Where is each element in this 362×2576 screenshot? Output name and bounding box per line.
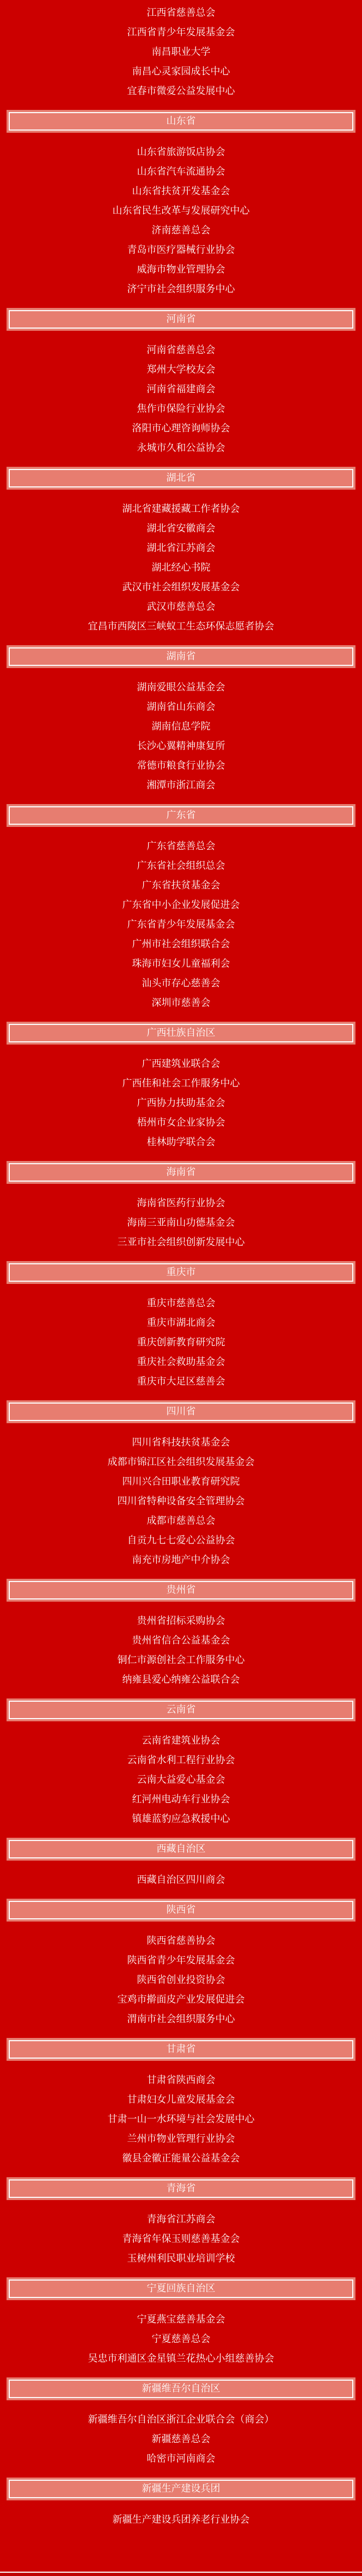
org-item: 重庆市湖北商会	[146, 1317, 216, 1329]
org-item: 重庆市大足区慈善会	[137, 1376, 225, 1387]
org-item: 南昌职业大学	[151, 46, 211, 58]
org-item: 山东省旅游饭店协会	[137, 146, 225, 158]
section-header	[7, 2377, 355, 2400]
section-header	[7, 804, 355, 827]
org-item: 焦作市保险行业协会	[137, 403, 225, 415]
org-item: 河南省福建商会	[146, 384, 216, 395]
section-header	[7, 1899, 355, 1922]
org-item: 成都市锦江区社会组织发展基金会	[107, 1456, 255, 1468]
org-item: 湖南爱眼公益基金会	[137, 682, 225, 693]
org-item: 重庆社会救助基金会	[137, 1356, 225, 1368]
org-item: 宜昌市西陵区三峡蚁工生态环保志愿者协会	[88, 621, 274, 632]
org-item: 兰州市物业管理行业协会	[127, 2133, 235, 2145]
org-item: 玉树州利民职业培训学校	[127, 2253, 235, 2264]
section-header	[7, 110, 355, 133]
org-item: 宁夏慈善总会	[151, 2333, 211, 2345]
org-item: 新疆生产建设兵团养老行业协会	[112, 2514, 250, 2525]
section-header-label: 甘肃省	[9, 2040, 353, 2059]
org-item: 广州市社会组织联合会	[132, 938, 230, 950]
section-header	[7, 308, 355, 331]
org-item: 深圳市慈善会	[151, 997, 211, 1009]
org-item: 海南三亚南山功德基金会	[127, 1217, 235, 1228]
section-header-label: 四川省	[9, 1403, 353, 1421]
section-header-label: 青海省	[9, 2179, 353, 2198]
org-item: 济南慈善总会	[151, 225, 211, 236]
section-header	[7, 2038, 355, 2061]
org-item: 威海市物业管理协会	[137, 264, 225, 275]
org-item: 哈密市河南商会	[146, 2453, 216, 2464]
org-item: 常德市粮食行业协会	[137, 760, 225, 771]
section-header	[7, 2277, 355, 2300]
org-item: 南充市房地产中介协会	[132, 1554, 230, 1566]
org-item: 纳雍县爱心纳雍公益联合会	[122, 1674, 240, 1685]
section-header-label: 云南省	[9, 1701, 353, 1719]
org-item: 陕西省创业投资协会	[137, 1974, 225, 1986]
org-item: 宝鸡市擀面皮产业发展促进会	[117, 1994, 245, 2005]
org-item: 镇雄蓝豹应急救援中心	[132, 1813, 230, 1825]
section-header	[7, 1400, 355, 1423]
org-item: 四川省科技扶贫基金会	[132, 1437, 230, 1448]
section-header	[7, 2478, 355, 2500]
org-item: 徽县金徽正能量公益基金会	[122, 2153, 240, 2164]
org-item: 青海省年保玉则慈善基金会	[122, 2233, 240, 2245]
org-item: 武汉市慈善总会	[146, 601, 216, 613]
org-item: 贵州省招标采购协会	[137, 1615, 225, 1627]
org-item: 广东省中小企业发展促进会	[122, 899, 240, 911]
org-item: 广西佳和社会工作服务中心	[122, 1078, 240, 1089]
org-item: 武汉市社会组织发展基金会	[122, 582, 240, 593]
section-header	[7, 2177, 355, 2200]
org-item: 贵州省信合公益基金会	[132, 1635, 230, 1646]
org-item: 桂林助学联合会	[146, 1136, 216, 1148]
section-header-label: 陕西省	[9, 1901, 353, 1919]
org-item: 铜仁市源创社会工作服务中心	[117, 1654, 245, 1666]
org-item: 湖北经心书院	[151, 562, 211, 573]
org-item: 洛阳市心理咨询师协会	[132, 423, 230, 434]
org-item: 河南省慈善总会	[146, 344, 216, 356]
section-header-label: 宁夏回族自治区	[9, 2280, 353, 2298]
org-item: 江西省慈善总会	[146, 7, 216, 18]
section-header-label: 新疆生产建设兵团	[9, 2480, 353, 2498]
section-header-label: 广东省	[9, 806, 353, 825]
org-item: 红河州电动车行业协会	[132, 1794, 230, 1805]
section-header	[7, 1579, 355, 1602]
org-item: 西藏自治区四川商会	[137, 1874, 225, 1886]
org-item: 云南省水利工程行业协会	[127, 1755, 235, 1766]
section-header-label: 重庆市	[9, 1263, 353, 1282]
section-header-label: 海南省	[9, 1163, 353, 1182]
org-item: 山东省扶贫开发基金会	[132, 186, 230, 197]
section-header-label: 湖北省	[9, 469, 353, 487]
org-item: 长沙心翼精神康复所	[137, 740, 225, 752]
org-item: 吴忠市利通区金星镇兰花热心小组慈善协会	[88, 2353, 274, 2364]
section-header-label: 西藏自治区	[9, 1840, 353, 1858]
org-item: 海南省医药行业协会	[137, 1197, 225, 1209]
section-header-label: 河南省	[9, 310, 353, 329]
org-item: 湖北省建藏援藏工作者协会	[122, 503, 240, 515]
org-item: 珠海市妇女儿童福利会	[132, 958, 230, 969]
section-header	[7, 1161, 355, 1184]
org-item: 青海省江苏商会	[146, 2214, 216, 2225]
section-header	[7, 645, 355, 668]
org-item: 渭南市社会组织服务中心	[127, 2013, 235, 2025]
org-item: 新疆维吾尔自治区浙江企业联合会（商会）	[88, 2414, 274, 2425]
org-item: 四川兴合田职业教育研究院	[122, 1476, 240, 1487]
org-item: 山东省汽车流通协会	[137, 166, 225, 177]
org-item: 广东省慈善总会	[146, 841, 216, 852]
footer-divider	[0, 2572, 362, 2576]
section-header	[7, 1022, 355, 1045]
org-item: 甘肃一山一水环境与社会发展中心	[107, 2114, 255, 2125]
org-item: 郑州大学校友会	[146, 364, 216, 375]
org-item: 广东省社会组织总会	[137, 860, 225, 872]
section-header	[7, 1698, 355, 1721]
org-item: 宁夏燕宝慈善基金会	[137, 2314, 225, 2325]
org-item: 重庆市慈善总会	[146, 1298, 216, 1309]
org-item: 甘肃妇女儿童发展基金会	[127, 2094, 235, 2105]
section-header	[7, 1261, 355, 1284]
org-item: 江西省青少年发展基金会	[127, 27, 235, 38]
org-item: 湘潭市浙江商会	[146, 780, 216, 791]
org-item: 陕西省慈善协会	[146, 1935, 216, 1947]
org-item: 三亚市社会组织创新发展中心	[117, 1237, 245, 1248]
org-item: 云南大益爱心基金会	[137, 1774, 225, 1786]
section-header	[7, 467, 355, 490]
org-item: 成都市慈善总会	[146, 1515, 216, 1527]
org-item: 湖北省安徽商会	[146, 523, 216, 534]
section-header-label: 广西壮族自治区	[9, 1024, 353, 1042]
org-item: 重庆创新教育研究院	[137, 1337, 225, 1348]
org-item: 梧州市女企业家协会	[137, 1117, 225, 1128]
section-header	[7, 1838, 355, 1861]
section-header-label: 山东省	[9, 112, 353, 131]
org-item: 湖北省江苏商会	[146, 542, 216, 554]
org-item: 四川省特种设备安全管理协会	[117, 1496, 245, 1507]
org-item: 永城市久和公益协会	[137, 442, 225, 454]
org-item: 广西建筑业联合会	[142, 1058, 220, 1070]
org-item: 宜春市微爱公益发展中心	[127, 85, 235, 97]
org-item: 山东省民生改革与发展研究中心	[112, 205, 250, 217]
org-item: 自贡九七七爱心公益协会	[127, 1535, 235, 1546]
section-header-label: 新疆维吾尔自治区	[9, 2380, 353, 2398]
org-item: 汕头市存心慈善会	[142, 978, 220, 989]
org-item: 青岛市医疗器械行业协会	[127, 244, 235, 256]
org-item: 南昌心灵家园成长中心	[132, 66, 230, 77]
org-item: 甘肃省陕西商会	[146, 2074, 216, 2086]
org-item: 湖南省山东商会	[146, 701, 216, 713]
section-header-label: 湖南省	[9, 647, 353, 666]
org-item: 陕西省青少年发展基金会	[127, 1955, 235, 1966]
org-item: 济宁市社会组织服务中心	[127, 283, 235, 295]
org-item: 湖南信息学院	[151, 721, 211, 732]
org-item: 广西协力扶助基金会	[137, 1097, 225, 1109]
section-header-label: 贵州省	[9, 1581, 353, 1599]
org-item: 广东省扶贫基金会	[142, 880, 220, 891]
org-item: 云南省建筑业协会	[142, 1735, 220, 1746]
org-item: 广东省青少年发展基金会	[127, 919, 235, 930]
org-item: 新疆慈善总会	[151, 2433, 211, 2445]
